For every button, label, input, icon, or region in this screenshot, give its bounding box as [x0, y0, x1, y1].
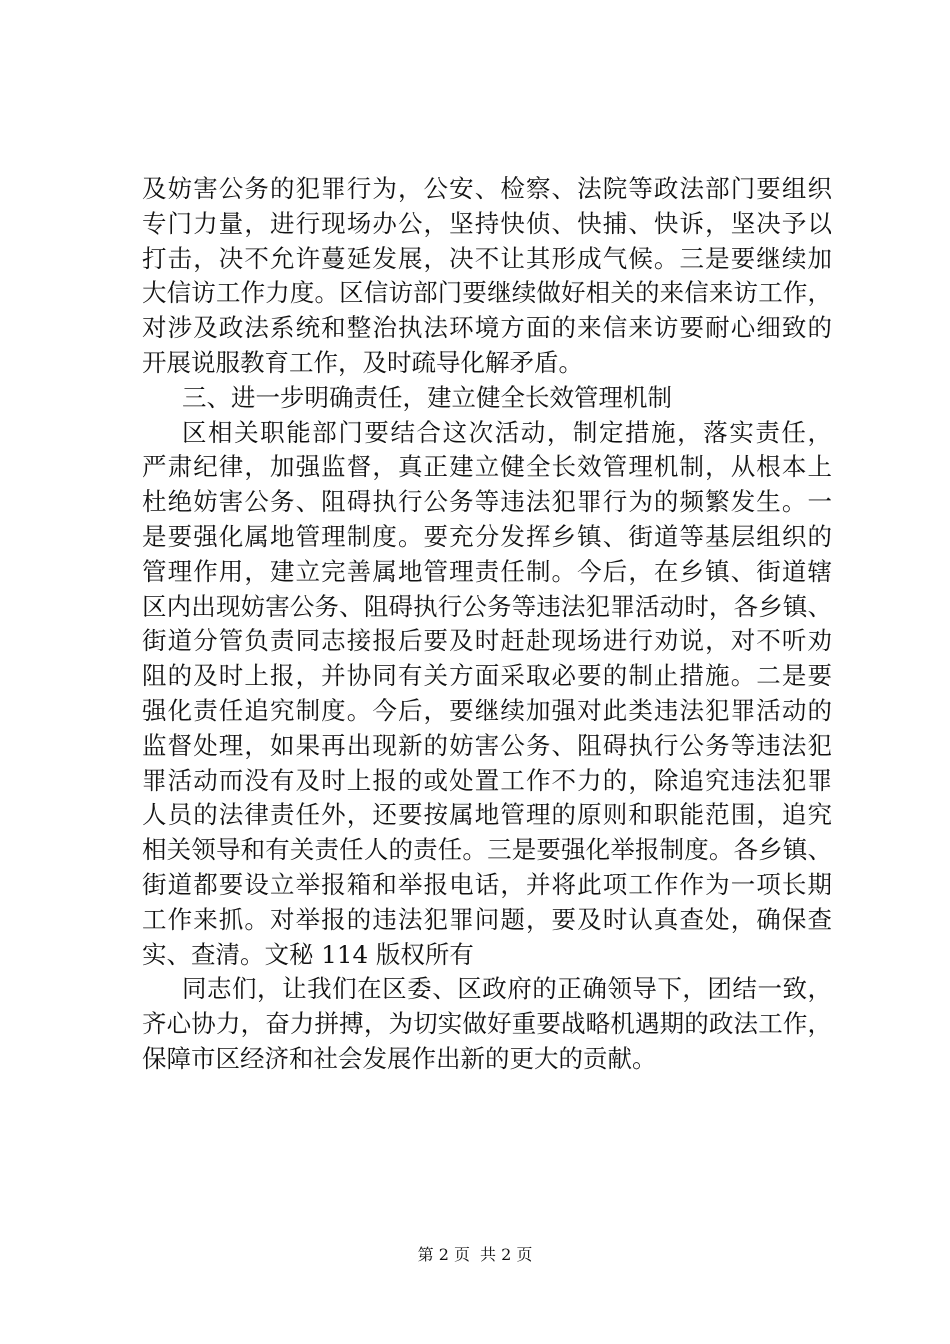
text-line: 杜绝妨害公务、阻碍执行公务等违法犯罪行为的频繁发生。一: [142, 487, 832, 517]
text-line: 区内出现妨害公务、阻碍执行公务等违法犯罪活动时，各乡镇、: [142, 591, 832, 621]
text-line: 大信访工作力度。区信访部门要继续做好相关的来信来访工作，: [142, 278, 832, 308]
text-line: 区相关职能部门要结合这次活动，制定措施，落实责任，: [182, 417, 832, 447]
text-line: 三、进一步明确责任，建立健全长效管理机制: [182, 382, 672, 412]
text-line: 保障市区经济和社会发展作出新的更大的贡献。: [142, 1043, 657, 1073]
text-line: 罪活动而没有及时上报的或处置工作不力的，除追究违法犯罪: [142, 765, 832, 795]
text-line: 街道分管负责同志接报后要及时赶赴现场进行劝说，对不听劝: [142, 626, 832, 656]
text-line: 严肃纪律，加强监督，真正建立健全长效管理机制，从根本上: [142, 452, 832, 482]
document-body: [142, 172, 832, 1077]
text-line: 是要强化属地管理制度。要充分发挥乡镇、街道等基层组织的: [142, 521, 832, 551]
text-line: 及妨害公务的犯罪行为，公安、检察、法院等政法部门要组织: [142, 174, 832, 203]
page-footer: [0, 1244, 950, 1266]
text-line: 对涉及政法系统和整治执法环境方面的来信来访要耐心细致的: [142, 313, 832, 343]
text-line: 相关领导和有关责任人的责任。三是要强化举报制度。各乡镇、: [142, 835, 832, 865]
text-line: 人员的法律责任外，还要按属地管理的原则和职能范围，追究: [142, 800, 832, 830]
text-line: 阻的及时上报，并协同有关方面采取必要的制止措施。二是要: [142, 661, 832, 691]
text-line: 专门力量，进行现场办公，坚持快侦、快捕、快诉，坚决予以: [142, 208, 832, 238]
text-line: 工作来抓。对举报的违法犯罪问题，要及时认真查处，确保查: [142, 904, 832, 934]
text-line: 齐心协力，奋力拼搏，为切实做好重要战略机遇期的政法工作，: [142, 1009, 832, 1039]
page-number-current: 第 2 页: [417, 1245, 470, 1264]
text-line: 监督处理，如果再出现新的妨害公务、阻碍执行公务等违法犯: [142, 730, 832, 760]
text-line: 同志们，让我们在区委、区政府的正确领导下，团结一致，: [182, 974, 832, 1004]
text-line: 管理作用，建立完善属地管理责任制。今后，在乡镇、街道辖: [142, 556, 832, 586]
text-line: 开展说服教育工作，及时疏导化解矛盾。: [142, 347, 583, 377]
text-line: 实、查清。文秘 114 版权所有: [142, 939, 474, 969]
page-number-total: 共 2 页: [480, 1245, 533, 1264]
text-line: 强化责任追究制度。今后，要继续加强对此类违法犯罪活动的: [142, 695, 832, 725]
text-line: 街道都要设立举报箱和举报电话，并将此项工作作为一项长期: [142, 869, 832, 899]
text-line: 打击，决不允许蔓延发展，决不让其形成气候。三是要继续加: [142, 243, 832, 273]
